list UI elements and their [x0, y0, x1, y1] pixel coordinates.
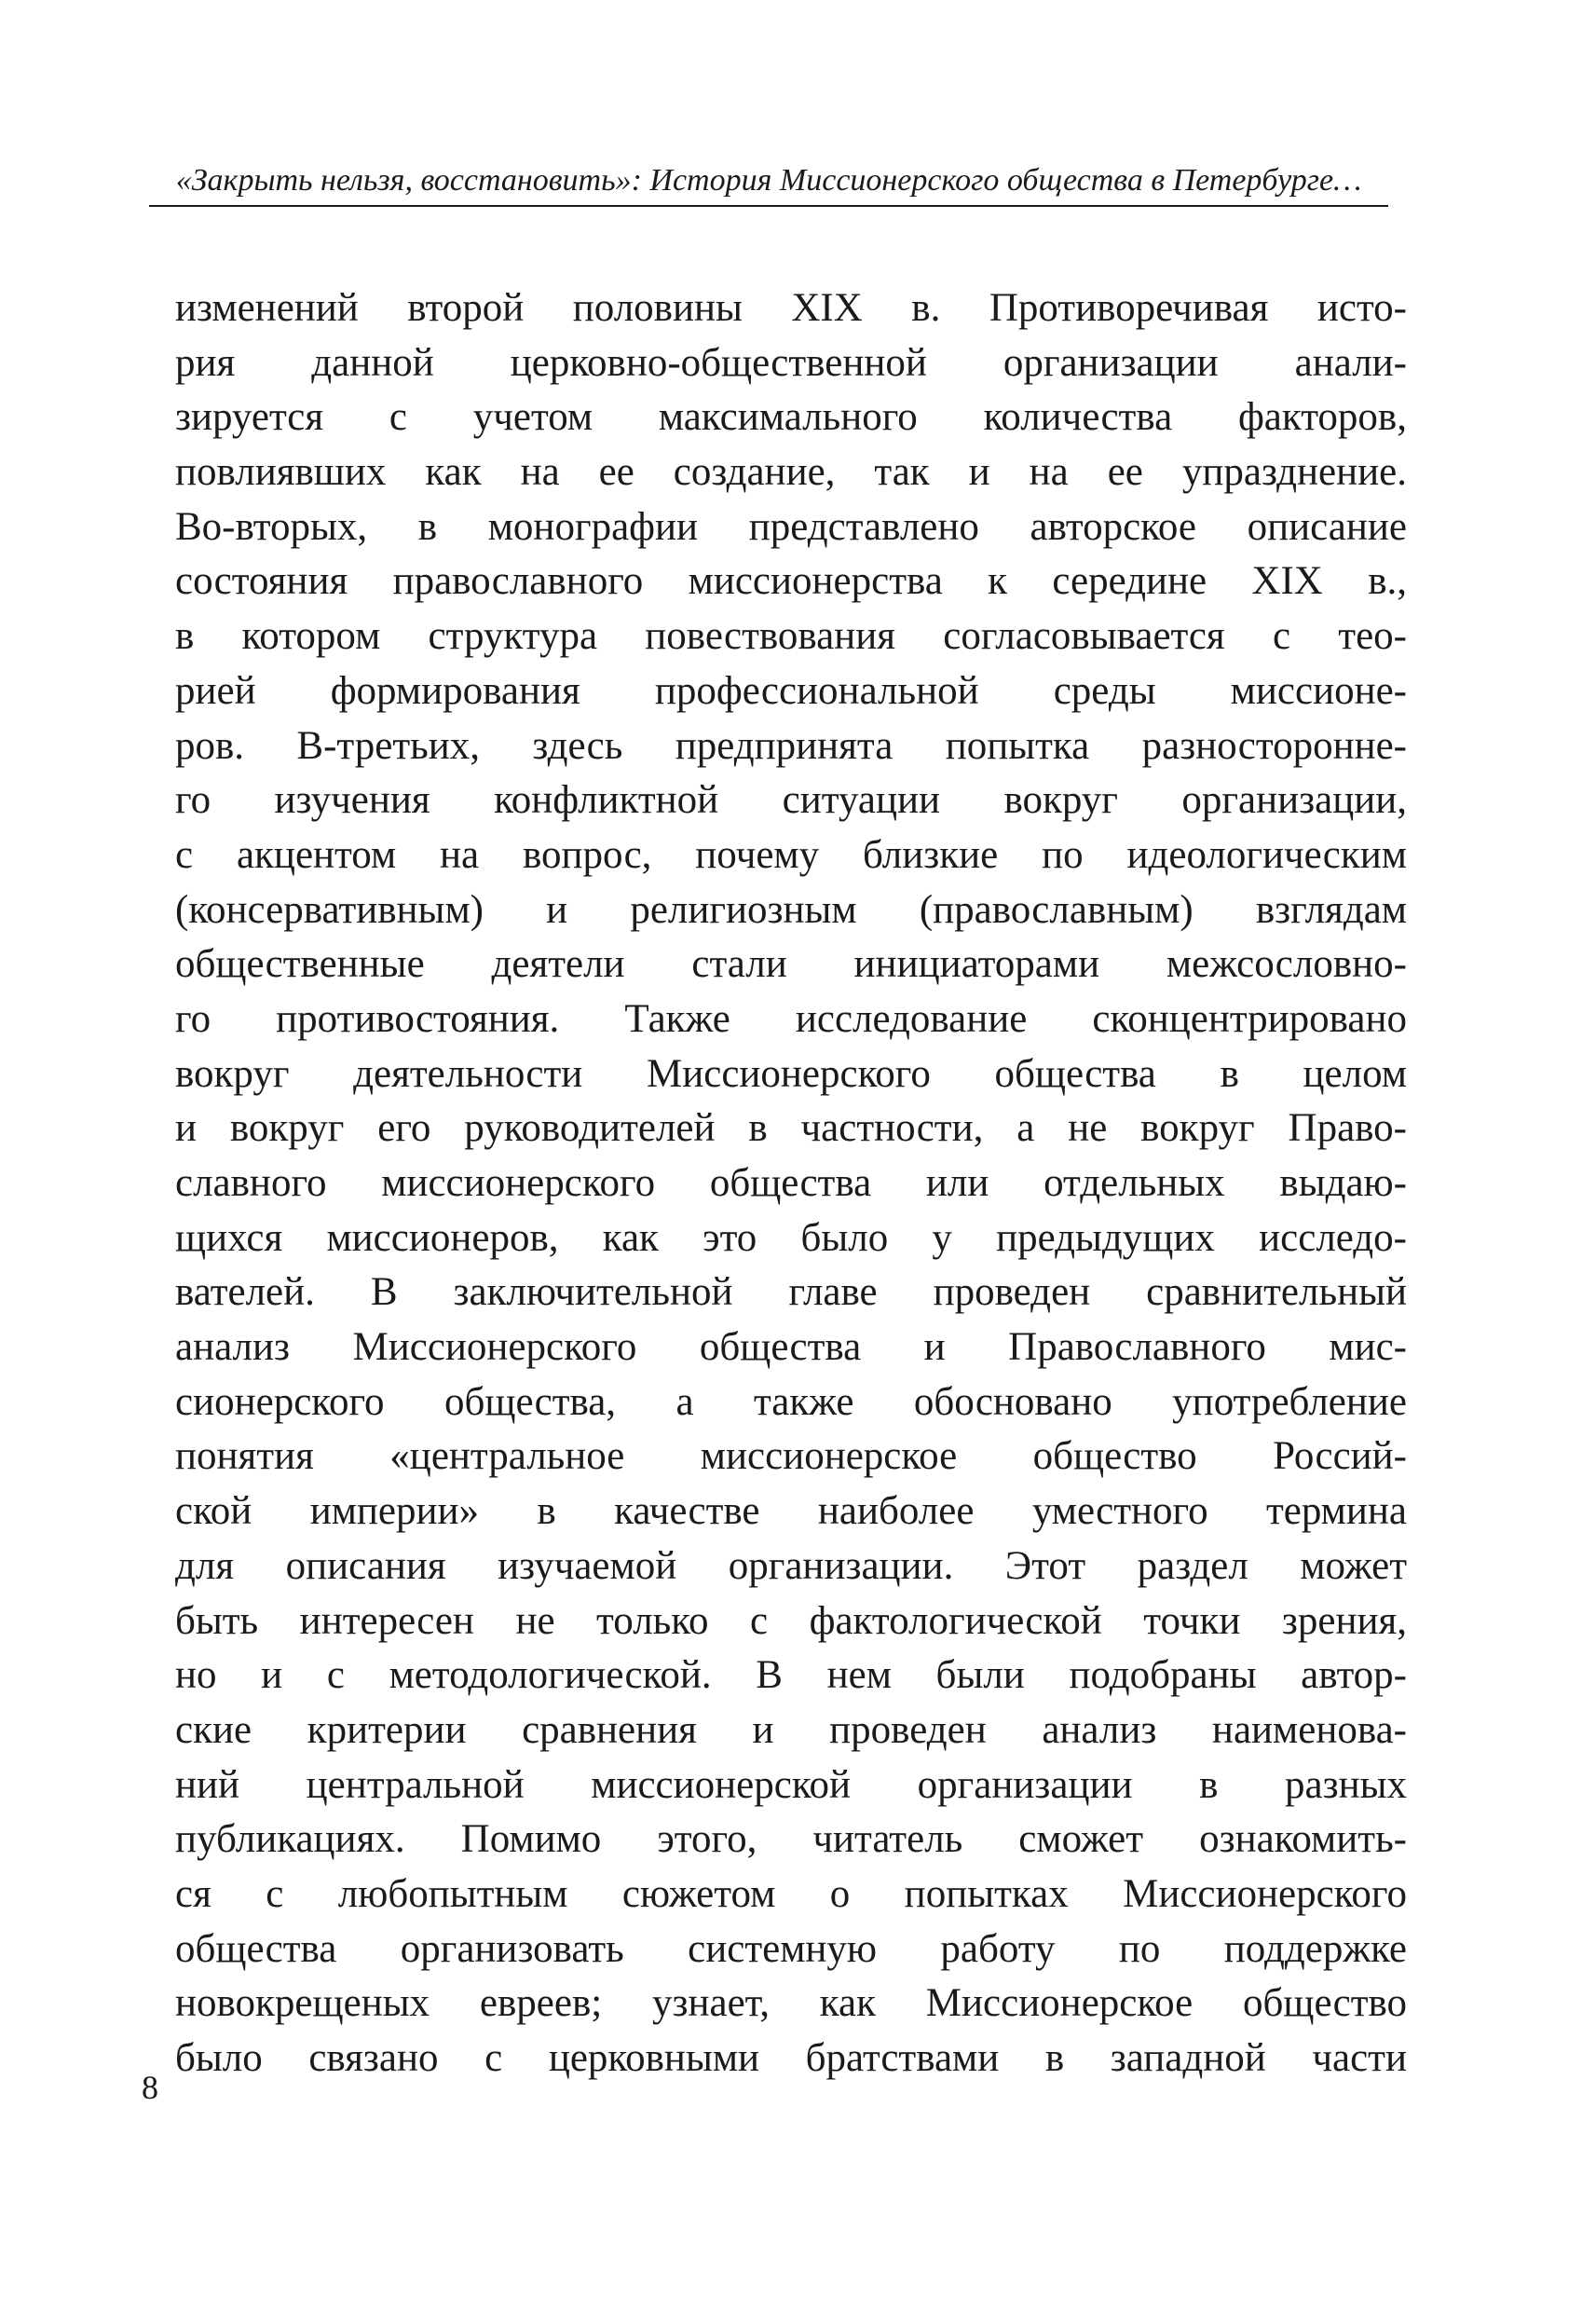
text-line: общественные деятели стали инициаторами межсословно- [175, 942, 1407, 987]
body-text [175, 281, 1407, 2086]
text-line: в котором структура повествования согласовывается с тео- [175, 614, 1407, 659]
text-line: ся с любопытным сюжетом о попытках Миссионерского [175, 1871, 1407, 1916]
text-line: ров. В-третьих, здесь предпринята попытка разностороннe- [175, 723, 1407, 768]
text-line: щихся миссионеров, как это было у предыдущих исследо- [175, 1215, 1407, 1260]
text-line: анализ Миссионерского общества и Православного мис- [175, 1325, 1407, 1370]
text-line: публикациях. Помимо этого, читатель сможет ознакомить- [175, 1817, 1407, 1862]
text-line: славного миссионерского общества или отдельных выдаю- [175, 1161, 1407, 1205]
text-line: вателей. В заключительной главе проведен сравнительный [175, 1270, 1407, 1315]
text-line: было связано с церковными братствами в западной части [175, 2036, 1407, 2080]
text-line: сионерского общества, а также обосновано употребление [175, 1379, 1407, 1424]
text-line: зируется с учетом максимального количества факторов, [175, 395, 1407, 440]
text-line: рией формирования профессиональной среды миссионе- [175, 668, 1407, 713]
text-line: изменений второй половины XIX в. Противоречивая исто- [175, 286, 1407, 330]
text-line: повлиявших как на ее создание, так и на ее упразднение. [175, 450, 1407, 495]
page-number: 8 [142, 2069, 158, 2106]
text-line: общества организовать системную работу по поддержке [175, 1926, 1407, 1971]
text-line: понятия «центральное миссионерское общество Россий- [175, 1434, 1407, 1479]
text-line: состояния православного миссионерства к середине XIX в., [175, 559, 1407, 604]
text-line: новокрещеных евреев; узнает, как Миссионерское общество [175, 1981, 1407, 2026]
text-line: вокруг деятельности Миссионерского общества в целом [175, 1051, 1407, 1096]
text-line: Во-вторых, в монографии представлено авторское описание [175, 504, 1407, 549]
running-head-title: «Закрыть нельзя, восстановить»: История Миссионерского общества в Петербурге… [149, 160, 1388, 207]
text-line: го изучения конфликтной ситуации вокруг организации, [175, 778, 1407, 823]
text-line: рия данной церковно-общественной организации анали- [175, 340, 1407, 385]
text-line: с акцентом на вопрос, почему близкие по идеологическим [175, 832, 1407, 877]
text-line: (консервативным) и религиозным (православным) взглядам [175, 887, 1407, 932]
text-line: ний центральной миссионерской организации в разных [175, 1762, 1407, 1807]
text-line: но и с методологической. В нем были подобраны автор- [175, 1653, 1407, 1698]
text-line: быть интересен не только с фактологической точки зрения, [175, 1598, 1407, 1643]
text-line: ской империи» в качестве наиболее уместного термина [175, 1489, 1407, 1534]
text-line: и вокруг его руководителей в частности, а не вокруг Право- [175, 1106, 1407, 1151]
text-line: для описания изучаемой организации. Этот раздел может [175, 1543, 1407, 1588]
text-line: ские критерии сравнения и проведен анализ наименова- [175, 1707, 1407, 1752]
text-line: го противостояния. Также исследование сконцентрировано [175, 996, 1407, 1041]
